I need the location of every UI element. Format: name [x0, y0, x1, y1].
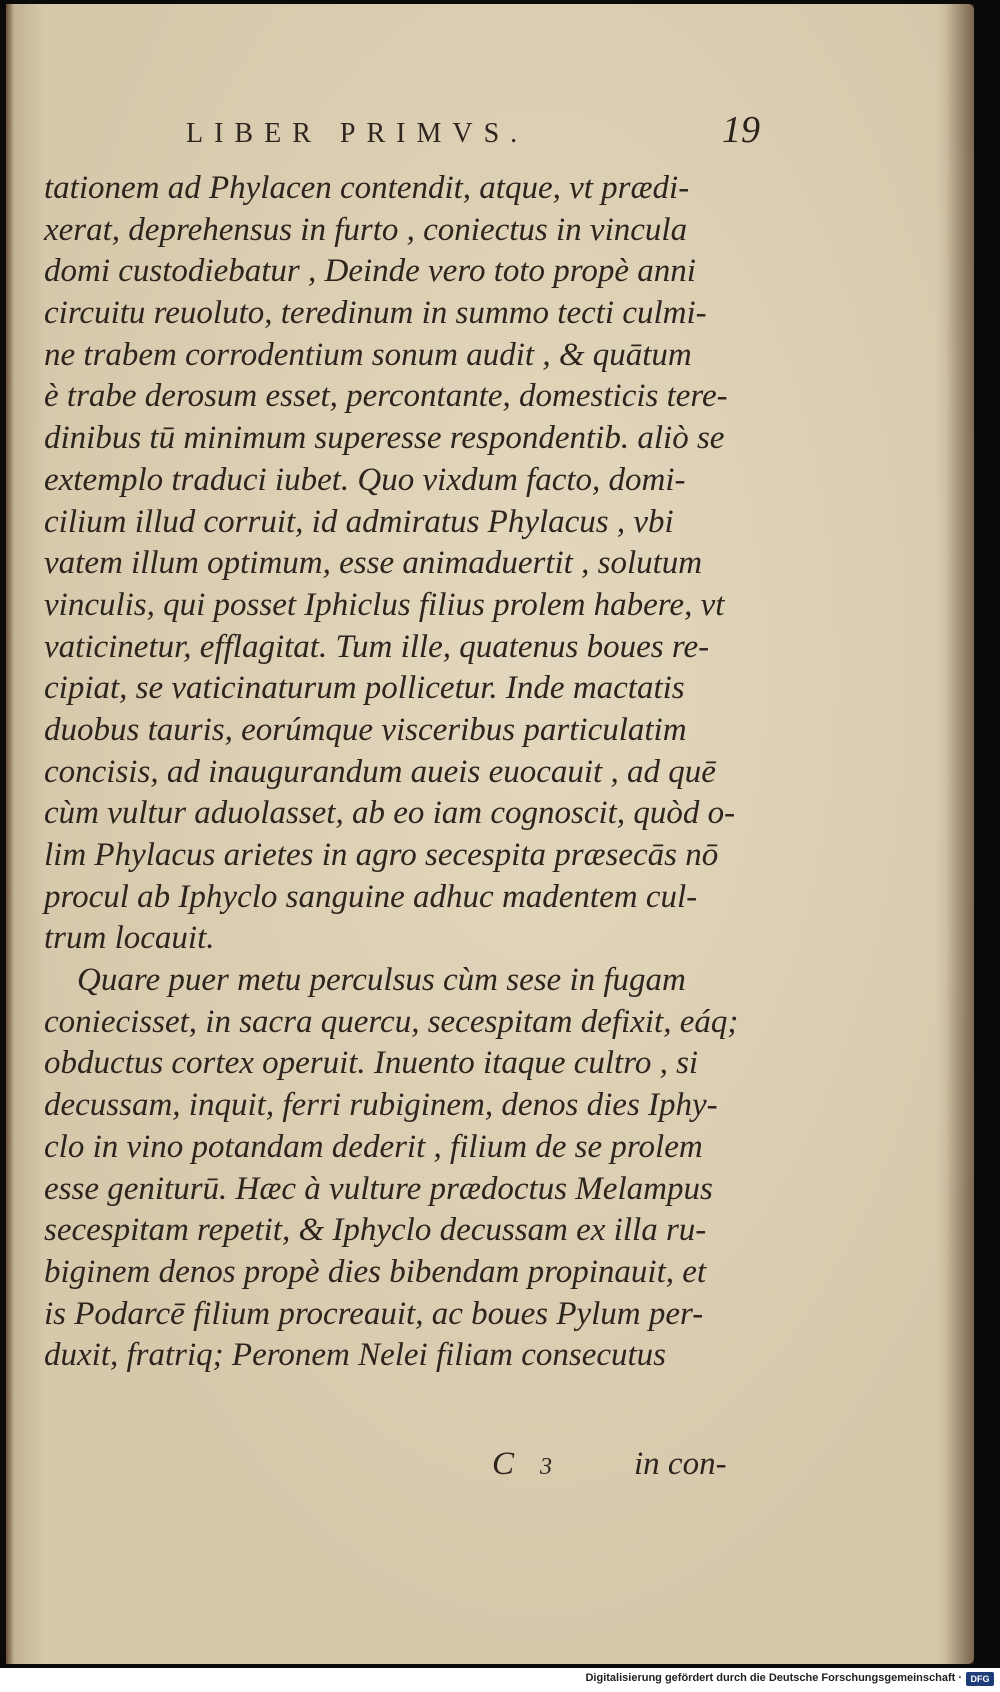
text-line: vaticinetur, efflagitat. Tum ille, quatenus boues re-	[44, 628, 710, 665]
body-text	[44, 168, 774, 1377]
text-line: è trabe derosum esset, percontante, domesticis tere-	[44, 378, 728, 415]
text-line: tationem ad Phylacen contendit, atque, vt prædi-	[44, 170, 690, 206]
text-line: lim Phylacus arietes in agro secespita præsecās nō	[44, 837, 719, 873]
text-line: secespitam repetit, & Iphyclo decussam ex illa ru-	[44, 1212, 707, 1249]
text-line: extemplo traduci iubet. Quo vixdum facto, domi-	[44, 461, 686, 498]
text-line: duxit, fratriq; Peronem Nelei filiam consecutus	[44, 1337, 667, 1374]
text-line: duobus tauris, eorúmque visceribus particulatim	[44, 711, 687, 748]
text-line: domi custodiebatur , Deinde vero toto propè anni	[44, 253, 696, 290]
text-line: Quare puer metu perculsus cùm sese in fugam	[44, 962, 686, 999]
text-line: cùm vultur aduolasset, ab eo iam cognoscit, quòd o-	[44, 795, 736, 832]
text-line: cilium illud corruit, id admiratus Phylacus , vbi	[44, 503, 674, 540]
page-number: 19	[722, 109, 760, 151]
book-page	[6, 4, 974, 1664]
text-line: cipiat, se vaticinaturum pollicetur. Inde mactatis	[44, 670, 685, 707]
text-line: procul ab Iphyclo sanguine adhuc madentem cul-	[44, 878, 698, 915]
signature-catchword-line	[492, 1446, 727, 1483]
running-head: LIBER PRIMVS.	[186, 118, 529, 149]
text-line: is Podarcē filium procreauit, ac boues Pylum per-	[44, 1295, 704, 1332]
text-line: decussam, inquit, ferri rubiginem, denos dies Iphy-	[44, 1087, 718, 1124]
catchword: in con-	[634, 1446, 727, 1482]
text-line: biginem denos propè dies bibendam propinauit, et	[44, 1253, 707, 1290]
text-line: esse geniturū. Hæc à vulture prædoctus Melampus	[44, 1170, 713, 1207]
text-line: dinibus tū minimum superesse respondentib. aliò se	[44, 420, 725, 457]
digitization-footer	[0, 1668, 1000, 1692]
text-line: concisis, ad inaugurandum aueis euocauit , ad quē	[44, 753, 716, 790]
text-line: vinculis, qui posset Iphiclus filius prolem habere, vt	[44, 586, 725, 623]
text-line: coniecisset, in sacra quercu, secespitam defixit, eáq;	[44, 1003, 739, 1040]
page-right-shadow	[946, 4, 974, 1664]
text-line: ne trabem corrodentium sonum audit , & quātum	[44, 336, 692, 373]
text-line: xerat, deprehensus in furto , coniectus in vincula	[44, 211, 688, 248]
page-gutter-edge	[6, 4, 14, 1664]
dfg-logo-icon: DFG	[966, 1672, 994, 1686]
text-line: vatem illum optimum, esse animaduertit , solutum	[44, 545, 703, 582]
signature-number: 3	[540, 1454, 553, 1480]
text-line: clo in vino potandam dederit , filium de se prolem	[44, 1128, 703, 1165]
text-line: trum locauit.	[44, 920, 215, 957]
footer-credit: Digitalisierung gefördert durch die Deutsche Forschungsgemeinschaft ·	[585, 1672, 962, 1684]
text-line: circuitu reuoluto, teredinum in summo tecti culmi-	[44, 295, 707, 332]
signature-mark: C	[492, 1446, 515, 1482]
text-line: obductus cortex operuit. Inuento itaque cultro , si	[44, 1045, 699, 1082]
